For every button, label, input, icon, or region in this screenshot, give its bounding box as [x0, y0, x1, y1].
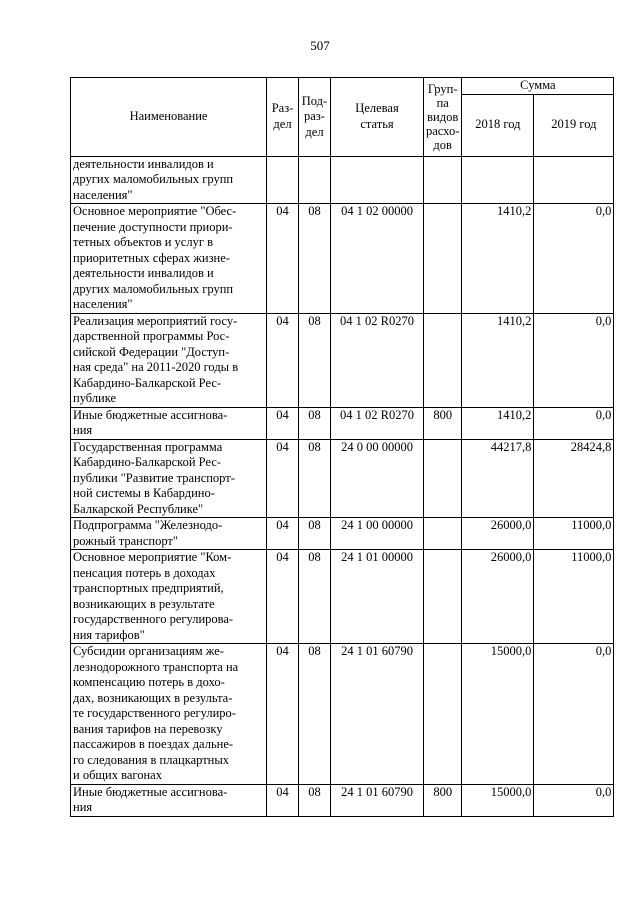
cell-expense-group	[424, 204, 462, 314]
table-body	[71, 156, 614, 816]
cell-sum-2019: 0,0	[534, 313, 614, 407]
cell-sum-2018: 1410,2	[462, 313, 534, 407]
cell-sum-2018	[462, 156, 534, 204]
table-row	[71, 204, 614, 314]
cell-name: деятельности инвалидов и других маломобильных групп населения"	[71, 156, 267, 204]
cell-sum-2019: 28424,8	[534, 439, 614, 518]
cell-sum-2019: 11000,0	[534, 518, 614, 550]
cell-razdel: 04	[267, 407, 299, 439]
cell-razdel	[267, 156, 299, 204]
cell-razdel: 04	[267, 439, 299, 518]
cell-podrazdel: 08	[299, 439, 331, 518]
cell-sum-2018: 44217,8	[462, 439, 534, 518]
cell-name: Иные бюджетные ассигнова- ния	[71, 407, 267, 439]
cell-razdel: 04	[267, 550, 299, 644]
cell-razdel: 04	[267, 204, 299, 314]
cell-expense-group	[424, 550, 462, 644]
cell-razdel: 04	[267, 313, 299, 407]
cell-sum-2019: 0,0	[534, 204, 614, 314]
table-row	[71, 407, 614, 439]
cell-name: Государственная программа Кабардино-Балкарской Рес- публики "Развитие транспорт- ной системы в Кабардино- Балкарской Республике"	[71, 439, 267, 518]
header-razdel: Раз- дел	[267, 78, 299, 157]
cell-expense-group: 800	[424, 407, 462, 439]
table-row	[71, 156, 614, 204]
cell-target-article: 04 1 02 00000	[331, 204, 424, 314]
cell-name: Реализация мероприятий госу- дарственной программы Рос- сийской Федерации "Доступ- ная среда" на 2011-2020 годы в Кабардино-Балкарской Рес- публике	[71, 313, 267, 407]
cell-name: Иные бюджетные ассигнова- ния	[71, 784, 267, 816]
cell-sum-2019: 0,0	[534, 784, 614, 816]
table-row	[71, 550, 614, 644]
cell-podrazdel: 08	[299, 784, 331, 816]
cell-sum-2018: 15000,0	[462, 784, 534, 816]
table-row	[71, 439, 614, 518]
cell-sum-2018: 26000,0	[462, 518, 534, 550]
page-number: 507	[310, 38, 330, 53]
table-row	[71, 644, 614, 785]
cell-expense-group: 800	[424, 784, 462, 816]
cell-target-article: 24 1 01 00000	[331, 550, 424, 644]
cell-expense-group	[424, 518, 462, 550]
cell-name: Основное мероприятие "Обес- печение доступности приори- тетных объектов и услуг в приоритетных сферах жизне- деятельности инвалидов и других маломобильных групп населения"	[71, 204, 267, 314]
cell-podrazdel: 08	[299, 204, 331, 314]
cell-expense-group	[424, 439, 462, 518]
cell-target-article: 04 1 02 R0270	[331, 313, 424, 407]
cell-podrazdel: 08	[299, 550, 331, 644]
cell-podrazdel: 08	[299, 407, 331, 439]
cell-name: Субсидии организациям же- лезнодорожного транспорта на компенсацию потерь в дохо- дах, возникающих в результа- те государственного регулиро- вания тарифов на перевозку пассажиров в поездах дальне- го следования в плацкартных и общих вагонах	[71, 644, 267, 785]
table-row	[71, 784, 614, 816]
table-row	[71, 313, 614, 407]
cell-sum-2018: 1410,2	[462, 204, 534, 314]
budget-table	[70, 77, 614, 817]
cell-target-article: 24 1 01 60790	[331, 784, 424, 816]
header-target: Целевая статья	[331, 78, 424, 157]
cell-target-article: 24 1 01 60790	[331, 644, 424, 785]
cell-podrazdel	[299, 156, 331, 204]
cell-razdel: 04	[267, 784, 299, 816]
cell-sum-2019: 11000,0	[534, 550, 614, 644]
cell-sum-2018: 15000,0	[462, 644, 534, 785]
header-sum: Сумма	[462, 78, 614, 95]
header-podrazdel: Под- раз- дел	[299, 78, 331, 157]
cell-target-article: 24 1 00 00000	[331, 518, 424, 550]
cell-sum-2018: 26000,0	[462, 550, 534, 644]
cell-name: Основное мероприятие "Ком- пенсация потерь в доходах транспортных предприятий, возникающих в результате государственного регулирова- ния тарифов"	[71, 550, 267, 644]
header-year-2018: 2018 год	[462, 94, 534, 156]
cell-expense-group	[424, 313, 462, 407]
table-row	[71, 518, 614, 550]
cell-razdel: 04	[267, 644, 299, 785]
cell-target-article: 24 0 00 00000	[331, 439, 424, 518]
cell-target-article	[331, 156, 424, 204]
cell-sum-2019	[534, 156, 614, 204]
cell-razdel: 04	[267, 518, 299, 550]
cell-expense-group	[424, 644, 462, 785]
cell-target-article: 04 1 02 R0270	[331, 407, 424, 439]
cell-podrazdel: 08	[299, 313, 331, 407]
cell-expense-group	[424, 156, 462, 204]
cell-sum-2018: 1410,2	[462, 407, 534, 439]
header-year-2019: 2019 год	[534, 94, 614, 156]
cell-sum-2019: 0,0	[534, 644, 614, 785]
header-name: Наименование	[71, 78, 267, 157]
cell-name: Подпрограмма "Железнодо- рожный транспорт"	[71, 518, 267, 550]
cell-podrazdel: 08	[299, 644, 331, 785]
cell-sum-2019: 0,0	[534, 407, 614, 439]
header-group: Груп- па видов расхо- дов	[424, 78, 462, 157]
cell-podrazdel: 08	[299, 518, 331, 550]
